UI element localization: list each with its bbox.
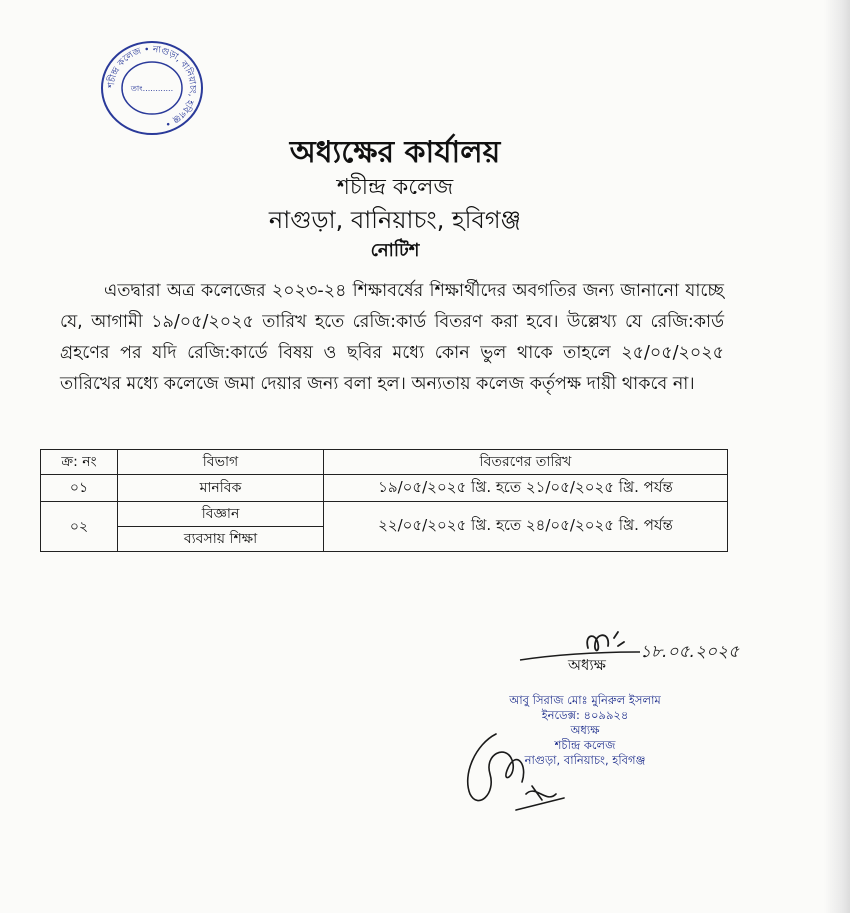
row-department: মানবিক — [118, 475, 324, 502]
notice-title: নোটিশ — [370, 240, 420, 261]
row-serial: ০২ — [41, 502, 118, 552]
seal-index: ইনডেক্স: ৪০৯৯২৪ — [541, 708, 629, 722]
svg-text:শচীন্দ্র কলেজ • নাগুড়া, বানিয: শচীন্দ্র কলেজ • নাগুড়া, বানিয়াচং, হবিগঞ্জ • — [106, 44, 198, 129]
header-date: বিতরণের তারিখ — [324, 450, 728, 475]
seal-name: আবু সিরাজ মোঃ মুনিরুল ইসলাম — [509, 693, 661, 707]
table-row — [41, 475, 728, 502]
principal-blue-signature — [456, 724, 576, 820]
college-address: নাগুড়া, বানিয়াচং, হবিগঞ্জ — [268, 206, 522, 234]
distribution-table — [40, 449, 728, 552]
page-edge-shadow — [824, 0, 850, 913]
header-serial: ক্র: নং — [41, 450, 118, 475]
seal-college: শচীন্দ্র কলেজ — [554, 738, 616, 752]
table-header-row — [41, 450, 728, 475]
college-round-stamp — [96, 38, 208, 138]
header-department: বিভাগ — [118, 450, 324, 475]
row-date: ২২/০৫/২০২৫ খ্রি. হতে ২৪/০৫/২০২৫ খ্রি. পর্যন্ত — [324, 502, 728, 552]
signature-date: ১৮.০৫.২০২৫ — [640, 642, 740, 662]
college-name: শচীন্দ্র কলেজ — [336, 175, 454, 200]
row-department: বিজ্ঞান — [118, 502, 324, 527]
seal-address: নাগুড়া, বানিয়াচং, হবিগঞ্জ — [524, 753, 646, 767]
notice-paragraph: এতদ্বারা অত্র কলেজের ২০২৩-২৪ শিক্ষাবর্ষের শিক্ষার্থীদের অবগতির জন্য জানানো যাচ্ছে যে, আগামী ১৯/০৫/২০২৫ তারিখ হতে রেজি:কার্ড বিতরণ করা হবে। উল্লেখ্য যে রেজি:কার্ড গ্রহণের পর যদি রেজি:কার্ডে বিষয় ও ছবির মধ্যে কোন ভুল থাকে তাহলে ২৫/০৫/২০২৫ তারিখের মধ্যে কলেজে জমা দেয়ার জন্য বলা হল। অন্যতায় কলেজ কর্তৃপক্ষ দায়ী থাকবে না। — [60, 281, 724, 394]
signature-designation: অধ্যক্ষ — [568, 656, 606, 674]
seal-title: অধ্যক্ষ — [570, 723, 600, 737]
office-title: অধ্যক্ষের কার্যালয় — [289, 135, 501, 170]
row-date: ১৯/০৫/২০২৫ খ্রি. হতে ২১/০৫/২০২৫ খ্রি. পর্যন্ত — [324, 475, 728, 502]
table-row — [41, 502, 728, 527]
row-department: ব্যবসায় শিক্ষা — [118, 527, 324, 552]
row-serial: ০১ — [41, 475, 118, 502]
svg-text:তাং............: তাং............ — [130, 84, 174, 93]
